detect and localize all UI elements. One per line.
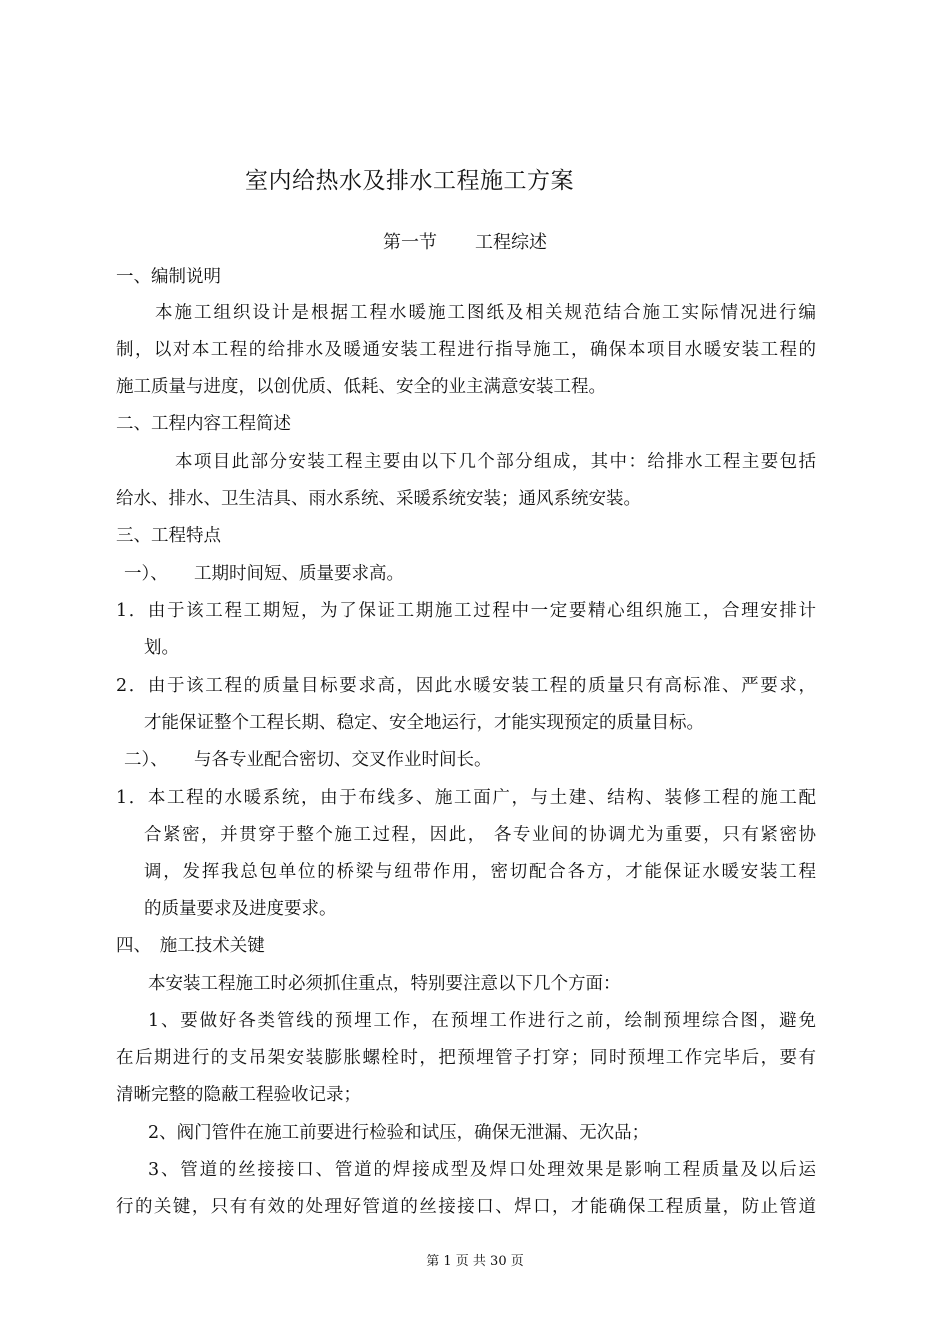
list-item-line: 划。 [144,638,179,658]
heading-compile-notes: 一、编制说明 [116,267,221,287]
section-name: 工程综述 [475,232,547,253]
paragraph-line: 在后期进行的支吊架安装膨胀螺栓时，把预埋管子打穿；同时预埋工作完毕后，要有 [116,1048,816,1068]
subheading-item: 一）、 工期时间短、质量要求高。 [124,564,404,584]
paragraph-line: 本安装工程施工时必须抓住重点，特别要注意以下几个方面： [148,974,621,994]
paragraph-line: 施工质量与进度，以创优质、低耗、安全的业主满意安装工程。 [116,377,606,397]
subheading-item: 二）、 与各专业配合密切、交叉作业时间长。 [124,750,492,770]
document-title: 室内给热水及排水工程施工方案 [245,168,574,194]
list-item-line: 1．由于该工程工期短，为了保证工期施工过程中一定要精心组织施工，合理安排计 [116,601,816,621]
heading-project-features: 三、工程特点 [116,526,221,546]
heading-technical-keys: 四、 施工技术关键 [116,936,265,956]
paragraph-line: 本项目此部分安装工程主要由以下几个部分组成，其中：给排水工程主要包括 [175,452,816,472]
section-heading [383,228,547,254]
list-item-line: 合紧密，并贯穿于整个施工过程，因此， 各专业间的协调尤为重要，只有紧密协 [144,825,816,845]
paragraph-line: 1、要做好各类管线的预埋工作，在预埋工作进行之前，绘制预埋综合图，避免 [148,1011,816,1031]
heading-project-content: 二、工程内容工程简述 [116,414,291,434]
paragraph-line: 清晰完整的隐蔽工程验收记录； [116,1085,361,1105]
list-item-line: 的质量要求及进度要求。 [144,899,337,919]
paragraph-line: 本施工组织设计是根据工程水暖施工图纸及相关规范结合施工实际情况进行编 [155,303,816,323]
paragraph-line: 给水、排水、卫生洁具、雨水系统、采暖系统安装；通风系统安装。 [116,489,641,509]
list-item-line: 1．本工程的水暖系统，由于布线多、施工面广，与土建、结构、装修工程的施工配 [116,788,816,808]
page-number-footer: 第 1 页 共 30 页 [426,1254,524,1269]
paragraph-line: 制，以对本工程的给排水及暖通安装工程进行指导施工，确保本项目水暖安装工程的 [116,340,816,360]
list-item-line: 2．由于该工程的质量目标要求高，因此水暖安装工程的质量只有高标准、严要求， [116,676,816,696]
paragraph-line: 3、管道的丝接接口、管道的焊接成型及焊口处理效果是影响工程质量及以后运 [148,1160,816,1180]
section-number: 第一节 [383,232,437,253]
paragraph-line: 2、阀门管件在施工前要进行检验和试压，确保无泄漏、无次品； [148,1123,650,1143]
list-item-line: 才能保证整个工程长期、稳定、安全地运行，才能实现预定的质量目标。 [144,713,704,733]
list-item-line: 调，发挥我总包单位的桥梁与纽带作用，密切配合各方，才能保证水暖安装工程 [144,862,816,882]
paragraph-line: 行的关键，只有有效的处理好管道的丝接接口、焊口，才能确保工程质量，防止管道 [116,1197,816,1217]
